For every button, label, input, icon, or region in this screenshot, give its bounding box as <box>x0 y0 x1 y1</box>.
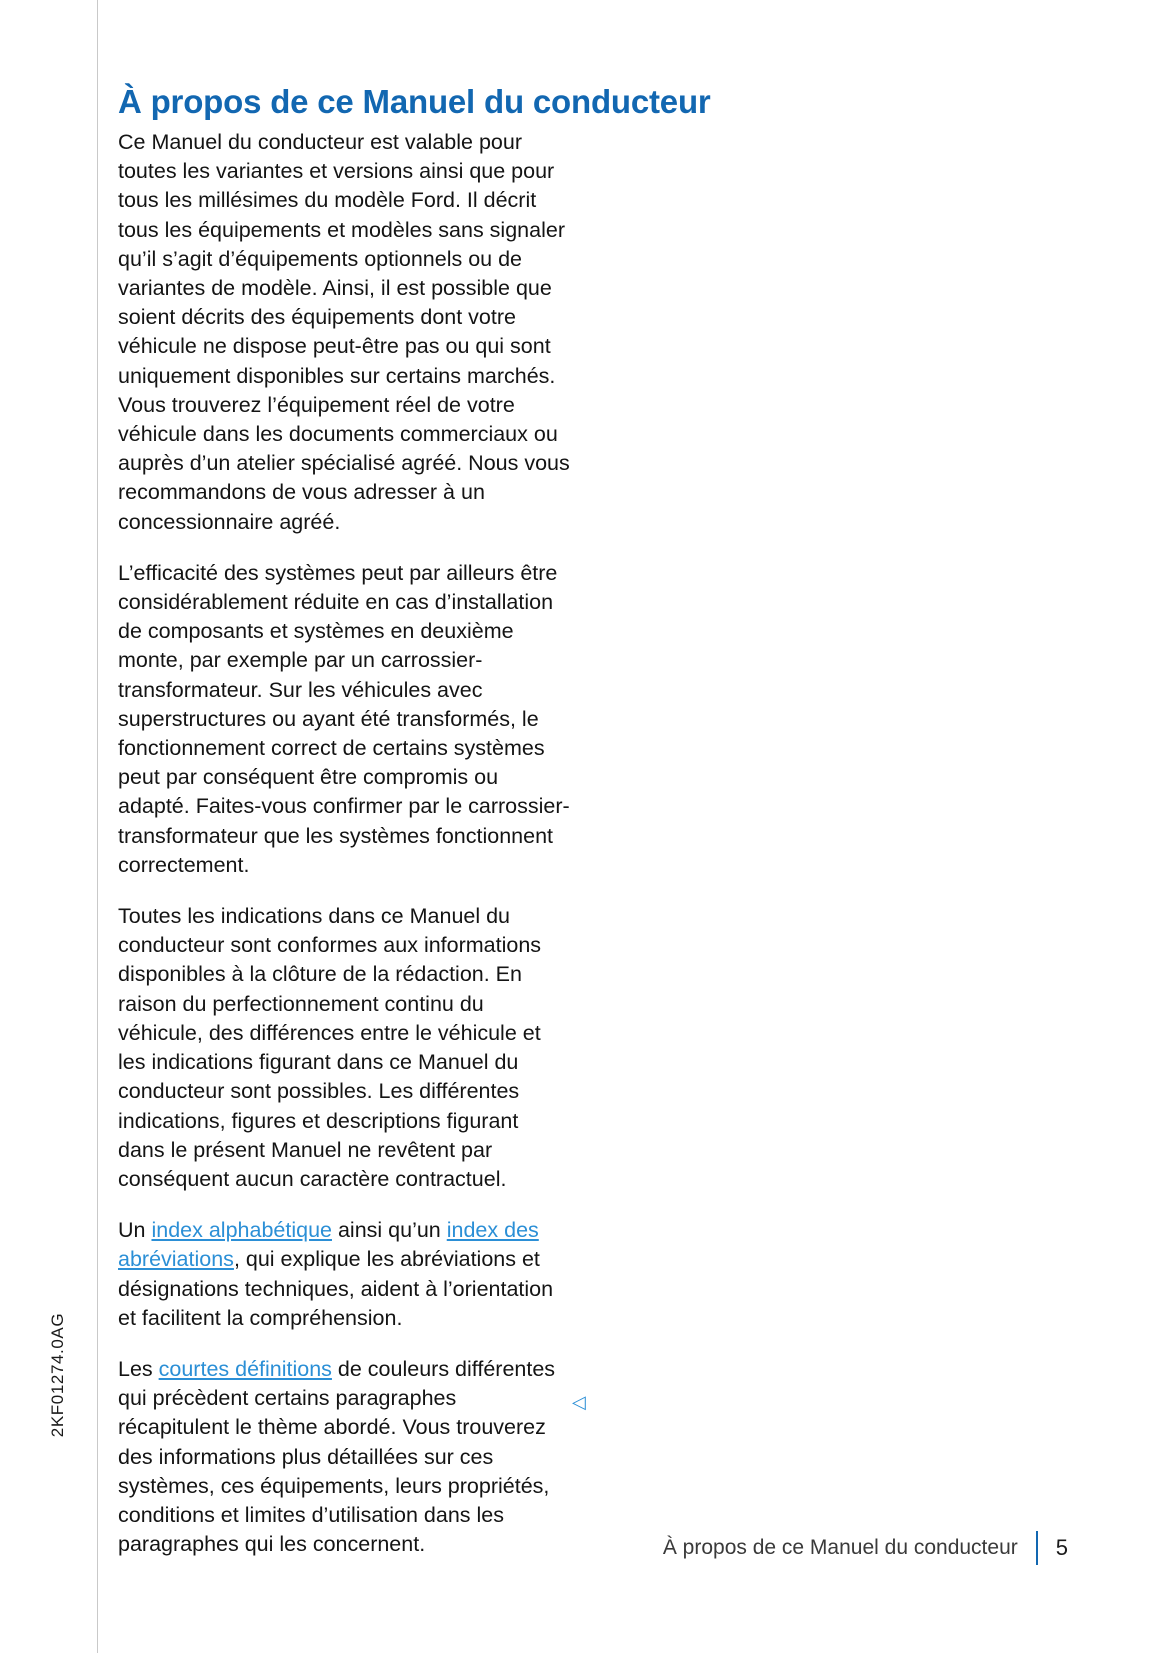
section-end-marker-icon: ◁ <box>572 1392 586 1412</box>
page-footer <box>663 1531 1068 1565</box>
link-courtes-definitions[interactable]: courtes définitions <box>158 1356 332 1381</box>
body-text-column <box>118 128 570 1559</box>
paragraph-5-text-after: de couleurs différentes qui précèdent certains paragraphes récapitulent le thème abordé. Vous trouverez des informations plus détaillées sur ces systèmes, ces équipements, leurs propriétés, conditions et limites d’utilisation dans les paragraphes qui les concernent. <box>118 1356 556 1557</box>
paragraph-4-text-after: , qui explique les abréviations et désignations techniques, aident à l’orientation et facilitent la compréhension. <box>118 1247 554 1330</box>
link-index-des-abreviations[interactable]: index des abréviations <box>118 1218 539 1272</box>
page-title: À propos de ce Manuel du conducteur <box>118 83 711 121</box>
footer-section-title: À propos de ce Manuel du conducteur <box>662 1536 1018 1559</box>
paragraph-4-text-before: Un <box>118 1218 152 1243</box>
document-code: 2KF01274.0AG <box>48 1312 67 1438</box>
footer-page-number: 5 <box>1055 1535 1068 1560</box>
paragraph-5-text-before: Les <box>118 1356 159 1381</box>
left-margin-rule <box>97 0 98 1653</box>
paragraph-4-text-middle: ainsi qu’un <box>331 1218 447 1243</box>
paragraph-3: Toutes les indications dans ce Manuel du conducteur sont conformes aux informations disponibles à la clôture de la rédaction. En raison du perfectionnement continu du véhicule, des différences entre le véhicule et les indications figurant dans ce Manuel du conducteur sont possibles. Les différentes indications, figures et descriptions figurant dans le présent Manuel ne revêtent par conséquent aucun caractère contractuel. <box>118 904 542 1191</box>
link-index-alphabetique[interactable]: index alphabétique <box>151 1218 332 1243</box>
paragraph-1: Ce Manuel du conducteur est valable pour toutes les variantes et versions ainsi que pour tous les millésimes du modèle Ford. Il décrit tous les équipements et modèles sans signaler qu’il s’agit d’équipements optionnels ou de variantes de modèle. Ainsi, il est possible que soient décrits des équipements dont votre véhicule ne dispose peut-être pas ou qui sont uniquement disponibles sur certains marchés. Vous trouverez l’équipement réel de votre véhicule dans les documents commerciaux ou auprès d’un atelier spécialisé agréé. Nous vous recommandons de vous adresser à un concessionnaire agréé. <box>118 130 570 534</box>
paragraph-4 <box>118 1216 570 1333</box>
paragraph-5 <box>118 1355 570 1559</box>
paragraph-2: L’efficacité des systèmes peut par ailleurs être considérablement réduite en cas d’installation de composants et systèmes en deuxième monte, par exemple par un carrossier-transformateur. Sur les véhicules avec superstructures ou ayant été transformés, le fonctionnement correct de certains systèmes peut par conséquent être compromis ou adapté. Faites-vous confirmer par le carrossier-transformateur que les systèmes fonctionnent correctement. <box>118 560 570 877</box>
